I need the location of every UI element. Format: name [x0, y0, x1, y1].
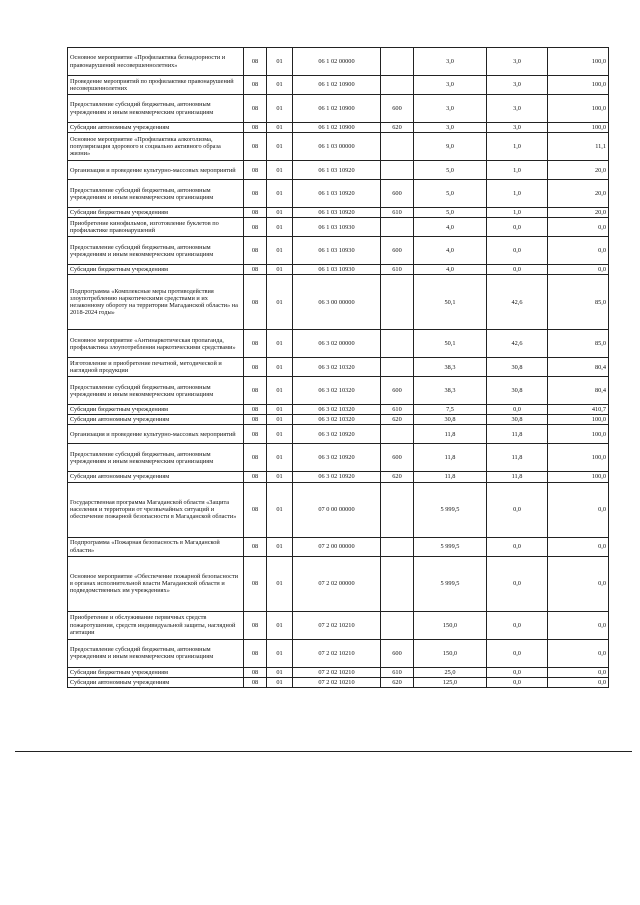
- cell-csr: 07 2 02 10210: [293, 639, 381, 667]
- cell-vr: [381, 425, 414, 444]
- cell-v1: 38,3: [414, 377, 487, 405]
- cell-pr: 01: [267, 611, 293, 639]
- cell-vr: 610: [381, 667, 414, 677]
- cell-v3: 20,0: [548, 161, 609, 180]
- cell-pr: 01: [267, 639, 293, 667]
- cell-v2: 30,8: [487, 415, 548, 425]
- cell-name: Предоставление субсидий бюджетным, автономным учреждениям и иным некоммерческим организациям: [68, 639, 244, 667]
- cell-v3: 100,0: [548, 472, 609, 482]
- cell-csr: 06 1 02 10900: [293, 95, 381, 123]
- budget-table: [67, 47, 609, 688]
- cell-v1: 4,0: [414, 237, 487, 265]
- cell-rz: 08: [244, 180, 267, 208]
- cell-name: Организация и проведение культурно-массовых мероприятий: [68, 161, 244, 180]
- cell-v1: 5 999,5: [414, 537, 487, 556]
- cell-pr: 01: [267, 161, 293, 180]
- cell-csr: 06 1 03 00000: [293, 133, 381, 161]
- cell-v3: 80,4: [548, 358, 609, 377]
- cell-csr: 07 2 02 10210: [293, 611, 381, 639]
- cell-v2: 3,0: [487, 123, 548, 133]
- table-row: [68, 265, 609, 275]
- cell-rz: 08: [244, 677, 267, 687]
- cell-v2: 3,0: [487, 95, 548, 123]
- table-body: [68, 48, 609, 688]
- cell-rz: 08: [244, 76, 267, 95]
- cell-pr: 01: [267, 472, 293, 482]
- cell-v2: 3,0: [487, 76, 548, 95]
- cell-csr: 06 3 00 00000: [293, 275, 381, 330]
- cell-rz: 08: [244, 95, 267, 123]
- cell-v3: 20,0: [548, 208, 609, 218]
- cell-rz: 08: [244, 48, 267, 76]
- cell-name: Предоставление субсидий бюджетным, автономным учреждениям и иным некоммерческим организациям: [68, 377, 244, 405]
- cell-rz: 08: [244, 237, 267, 265]
- cell-name: Субсидии бюджетным учреждениям: [68, 208, 244, 218]
- cell-v1: 3,0: [414, 95, 487, 123]
- cell-v3: 85,0: [548, 275, 609, 330]
- table-row: [68, 639, 609, 667]
- cell-pr: 01: [267, 405, 293, 415]
- cell-rz: 08: [244, 208, 267, 218]
- cell-vr: 610: [381, 265, 414, 275]
- cell-v3: 100,0: [548, 415, 609, 425]
- table-row: [68, 677, 609, 687]
- cell-v2: 0,0: [487, 482, 548, 537]
- cell-csr: 07 2 00 00000: [293, 537, 381, 556]
- cell-v1: 7,5: [414, 405, 487, 415]
- cell-v2: 0,0: [487, 237, 548, 265]
- page-divider-line: [15, 751, 632, 752]
- cell-pr: 01: [267, 275, 293, 330]
- cell-rz: 08: [244, 133, 267, 161]
- cell-csr: 06 3 02 00000: [293, 330, 381, 358]
- cell-rz: 08: [244, 330, 267, 358]
- cell-v2: 0,0: [487, 556, 548, 611]
- cell-name: Проведение мероприятий по профилактике правонарушений несовершеннолетних: [68, 76, 244, 95]
- cell-csr: 07 0 00 00000: [293, 482, 381, 537]
- cell-v2: 0,0: [487, 639, 548, 667]
- cell-csr: 06 1 03 10920: [293, 161, 381, 180]
- table-row: [68, 377, 609, 405]
- cell-v2: 0,0: [487, 218, 548, 237]
- cell-v2: 0,0: [487, 405, 548, 415]
- cell-v2: 0,0: [487, 537, 548, 556]
- cell-rz: 08: [244, 425, 267, 444]
- cell-v3: 0,0: [548, 677, 609, 687]
- cell-v1: 150,0: [414, 611, 487, 639]
- table-row: [68, 208, 609, 218]
- cell-rz: 08: [244, 611, 267, 639]
- cell-vr: 600: [381, 95, 414, 123]
- cell-name: Субсидии бюджетным учреждениям: [68, 667, 244, 677]
- cell-v1: 30,8: [414, 415, 487, 425]
- cell-v3: 100,0: [548, 444, 609, 472]
- cell-v3: 410,7: [548, 405, 609, 415]
- cell-v3: 11,1: [548, 133, 609, 161]
- cell-name: Государственная программа Магаданской области «Защита населения и территории от чрезвычайных ситуаций и обеспечение пожарной безопасности в Магаданской области»: [68, 482, 244, 537]
- cell-v1: 11,8: [414, 425, 487, 444]
- table-row: [68, 161, 609, 180]
- cell-v3: 100,0: [548, 48, 609, 76]
- cell-rz: 08: [244, 556, 267, 611]
- cell-name: Предоставление субсидий бюджетным, автономным учреждениям и иным некоммерческим организациям: [68, 95, 244, 123]
- cell-csr: 06 1 02 00000: [293, 48, 381, 76]
- cell-pr: 01: [267, 358, 293, 377]
- cell-v2: 1,0: [487, 208, 548, 218]
- cell-v1: 50,1: [414, 275, 487, 330]
- cell-rz: 08: [244, 639, 267, 667]
- cell-vr: 610: [381, 405, 414, 415]
- cell-v1: 3,0: [414, 123, 487, 133]
- cell-v2: 0,0: [487, 265, 548, 275]
- table-row: [68, 556, 609, 611]
- table-row: [68, 472, 609, 482]
- cell-pr: 01: [267, 444, 293, 472]
- cell-v1: 5 999,5: [414, 556, 487, 611]
- cell-vr: 600: [381, 639, 414, 667]
- table-row: [68, 415, 609, 425]
- cell-v1: 50,1: [414, 330, 487, 358]
- cell-vr: [381, 358, 414, 377]
- cell-rz: 08: [244, 472, 267, 482]
- table-row: [68, 482, 609, 537]
- cell-vr: 610: [381, 208, 414, 218]
- table-row: [68, 405, 609, 415]
- table-row: [68, 133, 609, 161]
- cell-v2: 11,8: [487, 472, 548, 482]
- cell-v2: 0,0: [487, 667, 548, 677]
- table-row: [68, 358, 609, 377]
- cell-name: Предоставление субсидий бюджетным, автономным учреждениям и иным некоммерческим организациям: [68, 444, 244, 472]
- cell-pr: 01: [267, 76, 293, 95]
- cell-vr: [381, 48, 414, 76]
- cell-csr: 06 1 03 10920: [293, 208, 381, 218]
- cell-csr: 06 1 03 10930: [293, 237, 381, 265]
- table-row: [68, 218, 609, 237]
- cell-vr: [381, 133, 414, 161]
- cell-v1: 25,0: [414, 667, 487, 677]
- cell-vr: 600: [381, 444, 414, 472]
- cell-vr: 600: [381, 377, 414, 405]
- cell-pr: 01: [267, 425, 293, 444]
- cell-vr: 620: [381, 123, 414, 133]
- cell-csr: 06 3 02 10320: [293, 405, 381, 415]
- cell-name: Субсидии бюджетным учреждениям: [68, 265, 244, 275]
- cell-vr: [381, 76, 414, 95]
- cell-rz: 08: [244, 218, 267, 237]
- table-row: [68, 76, 609, 95]
- cell-name: Основное мероприятие «Профилактика безнадзорности и правонарушений несовершеннолетних»: [68, 48, 244, 76]
- cell-csr: 06 1 03 10930: [293, 265, 381, 275]
- cell-csr: 07 2 02 00000: [293, 556, 381, 611]
- cell-csr: 06 1 02 10900: [293, 76, 381, 95]
- cell-v1: 11,8: [414, 444, 487, 472]
- cell-v3: 100,0: [548, 425, 609, 444]
- cell-v2: 0,0: [487, 677, 548, 687]
- cell-name: Основное мероприятие «Обеспечение пожарной безопасности в органах исполнительной власти Магаданской области и подведомственных им учреждениях»: [68, 556, 244, 611]
- cell-pr: 01: [267, 556, 293, 611]
- table-row: [68, 48, 609, 76]
- cell-name: Приобретение и обслуживание первичных средств пожаротушения, средств индивидуальной защиты, наглядной агитации: [68, 611, 244, 639]
- cell-csr: 06 3 02 10920: [293, 472, 381, 482]
- cell-rz: 08: [244, 537, 267, 556]
- cell-vr: [381, 482, 414, 537]
- cell-pr: 01: [267, 537, 293, 556]
- cell-rz: 08: [244, 667, 267, 677]
- cell-name: Предоставление субсидий бюджетным, автономным учреждениям и иным некоммерческим организациям: [68, 237, 244, 265]
- cell-v3: 0,0: [548, 611, 609, 639]
- cell-v1: 125,0: [414, 677, 487, 687]
- cell-v3: 100,0: [548, 76, 609, 95]
- cell-v1: 11,8: [414, 472, 487, 482]
- cell-csr: 06 3 02 10920: [293, 425, 381, 444]
- cell-v3: 0,0: [548, 639, 609, 667]
- cell-name: Основное мероприятие «Профилактика алкоголизма, популяризация здорового и социально активного образа жизни»: [68, 133, 244, 161]
- cell-v3: 0,0: [548, 556, 609, 611]
- cell-rz: 08: [244, 377, 267, 405]
- cell-v2: 30,8: [487, 377, 548, 405]
- cell-v2: 11,8: [487, 444, 548, 472]
- cell-csr: 06 1 03 10920: [293, 180, 381, 208]
- cell-v1: 9,0: [414, 133, 487, 161]
- table-row: [68, 611, 609, 639]
- cell-v3: 20,0: [548, 180, 609, 208]
- table-row: [68, 330, 609, 358]
- table-row: [68, 95, 609, 123]
- cell-pr: 01: [267, 330, 293, 358]
- cell-name: Субсидии бюджетным учреждениям: [68, 405, 244, 415]
- cell-v1: 5,0: [414, 208, 487, 218]
- cell-rz: 08: [244, 265, 267, 275]
- cell-v2: 30,8: [487, 358, 548, 377]
- cell-pr: 01: [267, 237, 293, 265]
- cell-name: Субсидии автономным учреждениям: [68, 677, 244, 687]
- cell-csr: 07 2 02 10210: [293, 677, 381, 687]
- cell-v1: 5,0: [414, 161, 487, 180]
- cell-v3: 0,0: [548, 537, 609, 556]
- cell-csr: 06 3 02 10920: [293, 444, 381, 472]
- cell-v3: 0,0: [548, 218, 609, 237]
- cell-name: Предоставление субсидий бюджетным, автономным учреждениям и иным некоммерческим организациям: [68, 180, 244, 208]
- cell-vr: [381, 330, 414, 358]
- table-row: [68, 123, 609, 133]
- cell-pr: 01: [267, 180, 293, 208]
- cell-vr: [381, 556, 414, 611]
- cell-vr: 620: [381, 472, 414, 482]
- cell-v2: 0,0: [487, 611, 548, 639]
- cell-vr: [381, 275, 414, 330]
- cell-pr: 01: [267, 265, 293, 275]
- cell-v1: 150,0: [414, 639, 487, 667]
- cell-v3: 0,0: [548, 667, 609, 677]
- cell-vr: 620: [381, 415, 414, 425]
- cell-v2: 42,6: [487, 275, 548, 330]
- cell-csr: 06 1 02 10900: [293, 123, 381, 133]
- table-row: [68, 537, 609, 556]
- table-row: [68, 425, 609, 444]
- cell-vr: [381, 218, 414, 237]
- cell-v1: 5 999,5: [414, 482, 487, 537]
- cell-name: Приобретение кинофильмов, изготовление буклетов по профилактике правонарушений: [68, 218, 244, 237]
- table-row: [68, 667, 609, 677]
- cell-v3: 80,4: [548, 377, 609, 405]
- cell-csr: 07 2 02 10210: [293, 667, 381, 677]
- cell-name: Изготовление и приобретение печатной, методической и наглядной продукции: [68, 358, 244, 377]
- cell-v1: 4,0: [414, 265, 487, 275]
- cell-rz: 08: [244, 482, 267, 537]
- cell-vr: [381, 611, 414, 639]
- cell-v3: 0,0: [548, 482, 609, 537]
- cell-vr: [381, 537, 414, 556]
- cell-rz: 08: [244, 415, 267, 425]
- table-row: [68, 237, 609, 265]
- cell-csr: 06 3 02 10320: [293, 415, 381, 425]
- cell-rz: 08: [244, 161, 267, 180]
- cell-pr: 01: [267, 95, 293, 123]
- cell-v1: 3,0: [414, 76, 487, 95]
- cell-v2: 1,0: [487, 133, 548, 161]
- cell-name: Субсидии автономным учреждениям: [68, 123, 244, 133]
- cell-pr: 01: [267, 482, 293, 537]
- cell-rz: 08: [244, 275, 267, 330]
- cell-pr: 01: [267, 48, 293, 76]
- cell-rz: 08: [244, 444, 267, 472]
- cell-v1: 3,0: [414, 48, 487, 76]
- cell-csr: 06 3 02 10320: [293, 358, 381, 377]
- table-row: [68, 275, 609, 330]
- cell-name: Субсидии автономным учреждениям: [68, 415, 244, 425]
- cell-v2: 1,0: [487, 161, 548, 180]
- table-row: [68, 444, 609, 472]
- cell-vr: 620: [381, 677, 414, 687]
- cell-name: Организация и проведение культурно-массовых мероприятий: [68, 425, 244, 444]
- cell-name: Основное мероприятие «Антинаркотическая пропаганда, профилактика злоупотребления наркотическими средствами»: [68, 330, 244, 358]
- cell-v1: 4,0: [414, 218, 487, 237]
- cell-pr: 01: [267, 218, 293, 237]
- cell-csr: 06 1 03 10930: [293, 218, 381, 237]
- cell-csr: 06 3 02 10320: [293, 377, 381, 405]
- cell-name: Подпрограмма «Пожарная безопасность в Магаданской области»: [68, 537, 244, 556]
- cell-v1: 5,0: [414, 180, 487, 208]
- cell-vr: [381, 161, 414, 180]
- cell-pr: 01: [267, 415, 293, 425]
- table-row: [68, 180, 609, 208]
- cell-v2: 3,0: [487, 48, 548, 76]
- cell-name: Подпрограмма «Комплексные меры противодействия злоупотреблению наркотическими средствами и их незаконному обороту на территории Магаданской области» на 2018-2024 годы»: [68, 275, 244, 330]
- cell-vr: 600: [381, 237, 414, 265]
- cell-pr: 01: [267, 667, 293, 677]
- cell-rz: 08: [244, 123, 267, 133]
- cell-v3: 100,0: [548, 95, 609, 123]
- cell-vr: 600: [381, 180, 414, 208]
- cell-v3: 0,0: [548, 265, 609, 275]
- cell-v2: 42,6: [487, 330, 548, 358]
- cell-v1: 38,3: [414, 358, 487, 377]
- cell-v2: 1,0: [487, 180, 548, 208]
- cell-pr: 01: [267, 133, 293, 161]
- cell-pr: 01: [267, 677, 293, 687]
- cell-v3: 85,0: [548, 330, 609, 358]
- cell-name: Субсидии автономным учреждениям: [68, 472, 244, 482]
- cell-v2: 11,8: [487, 425, 548, 444]
- cell-pr: 01: [267, 123, 293, 133]
- cell-rz: 08: [244, 358, 267, 377]
- cell-pr: 01: [267, 208, 293, 218]
- cell-rz: 08: [244, 405, 267, 415]
- cell-v3: 0,0: [548, 237, 609, 265]
- cell-v3: 100,0: [548, 123, 609, 133]
- cell-pr: 01: [267, 377, 293, 405]
